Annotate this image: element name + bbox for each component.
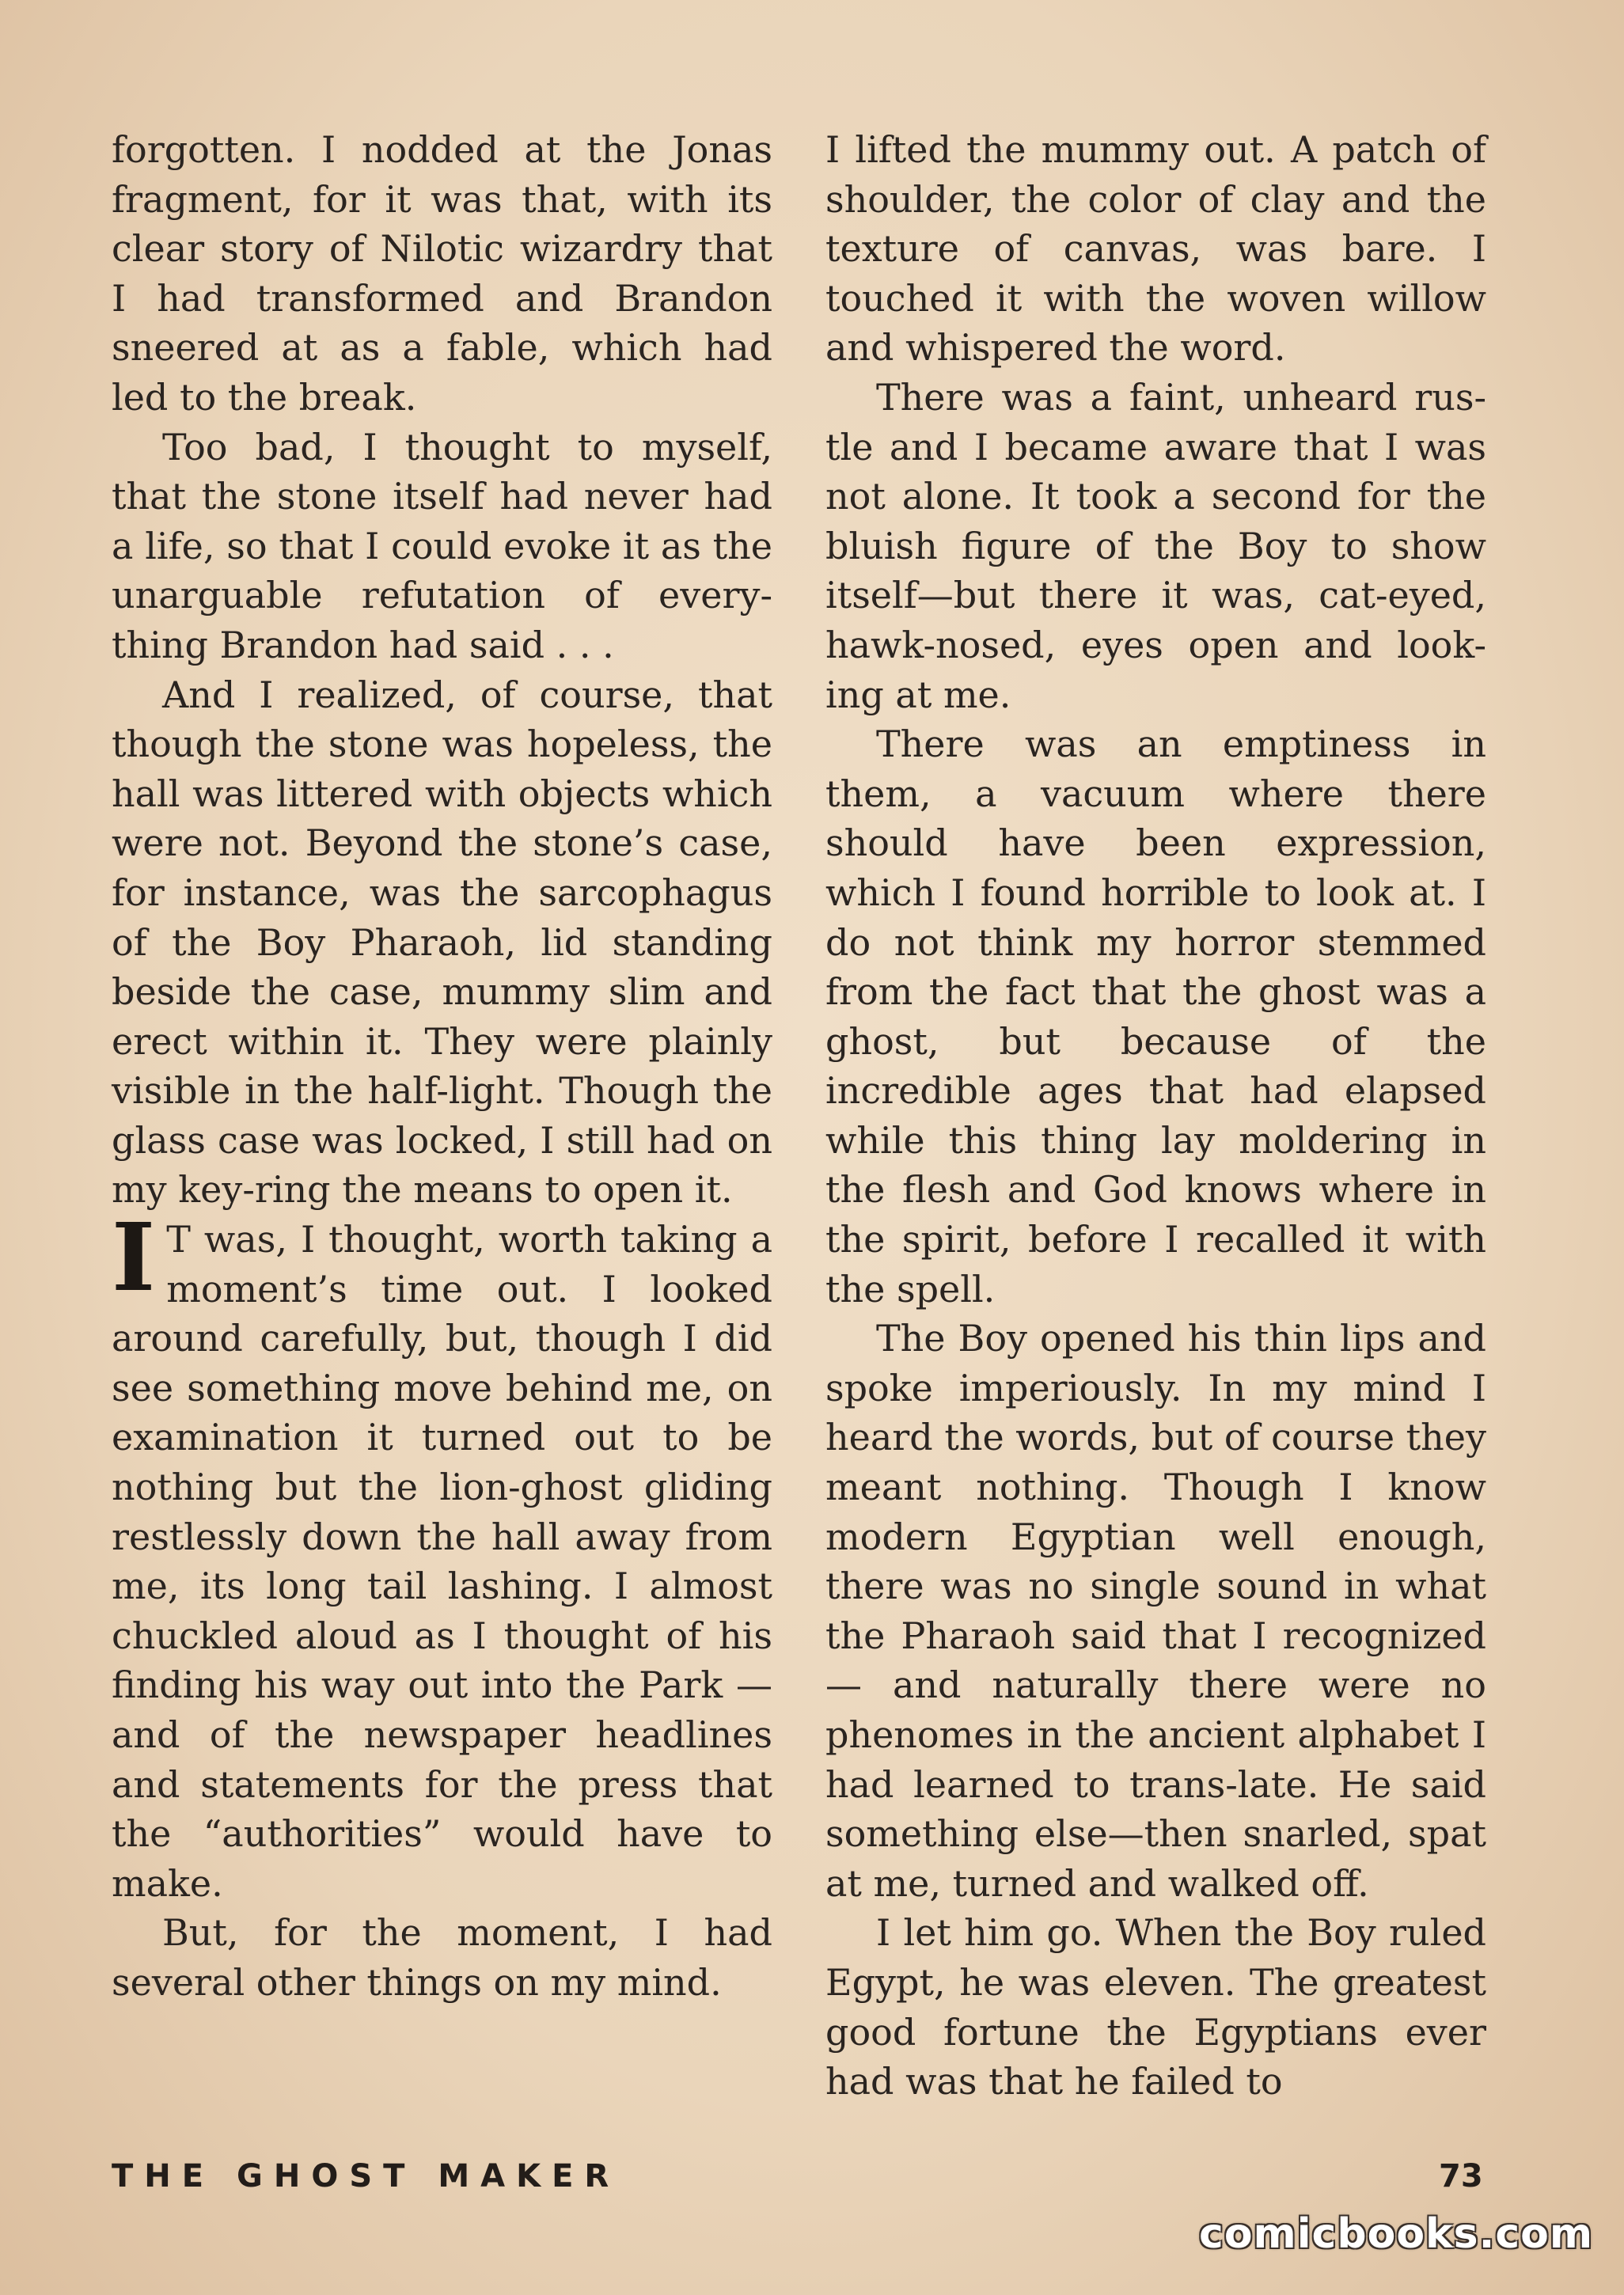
paragraph: And I realized, of course, that though the stone was hopeless, the hall was littered with objects which were not. Beyond the stone’s case, for instance, was the sarcophagus of the Boy Pharaoh, lid standing beside the case, mummy slim and erect within it. They were plainly visible in the half-light. Though the glass case was locked, I still had on my key-ring the means to open it. xyxy=(112,673,772,1212)
running-footer-title: THE GHOST MAKER xyxy=(112,2158,620,2194)
paragraph-text: T was, I thought, worth taking a moment’s time out. I looked around carefully, but, though I did see something move behind me, on examination it turned out to be nothing but the lion-ghost gliding restlessly down the hall away from me, its long tail lashing. I almost chuckled aloud as I thought of his finding his way out into the Park —and of the newspaper headlines and statements for the press that the “authorities” would have to make. xyxy=(112,1218,772,1905)
left-text-column xyxy=(112,125,772,2008)
paragraph: I lifted the mummy out. A patch of shoulder, the color of clay and the texture of canvas, was bare. I touched it with the woven willow and whispered the word. xyxy=(825,128,1486,370)
paragraph: But, for the moment, I had several other things on my mind. xyxy=(112,1911,772,2004)
drop-cap: I xyxy=(112,1202,156,1313)
right-text-column xyxy=(825,125,1486,2107)
dropcap-paragraph xyxy=(112,1202,772,1908)
page-number: 73 xyxy=(1439,2158,1483,2194)
paragraph: Too bad, I thought to myself, that the stone itself had never had a life, so that I could evoke it as the unarguable refutation of every-thing Brandon had said . . . xyxy=(112,425,772,666)
paragraph: There was an emptiness in them, a vacuum where there should have been expression, which I found horrible to look at. I do not think my horror stemmed from the fact that the ghost was a ghost, but because of the incredible ages that had elapsed while this thing lay moldering in the flesh and God knows where in the spirit, before I recalled it with the spell. xyxy=(825,723,1486,1311)
paragraph: I let him go. When the Boy ruled Egypt, he was eleven. The greatest good fortune the Egyptians ever had was that he failed to xyxy=(825,1911,1486,2103)
paragraph: The Boy opened his thin lips and spoke imperiously. In my mind I heard the words, but of course they meant nothing. Though I know modern Egyptian well enough, there was no single sound in what the Pharaoh said that I recognized — and naturally there were no phenomes in the ancient alphabet I had learned to trans-late. He said something else—then snarled, spat at me, turned and walked off. xyxy=(825,1317,1487,1905)
paragraph: forgotten. I nodded at the Jonas fragment, for it was that, with its clear story of Nilotic wizardry that I had transformed and Brandon sneered at as a fable, which had led to the break. xyxy=(112,128,772,419)
paragraph: There was a faint, unheard rus-tle and I became aware that I was not alone. It took a second for the bluish figure of the Boy to show itself—but there it was, cat-eyed, hawk-nosed, eyes open and look-ing at me. xyxy=(825,375,1486,716)
watermark: comicbooks.com xyxy=(1199,2210,1594,2258)
